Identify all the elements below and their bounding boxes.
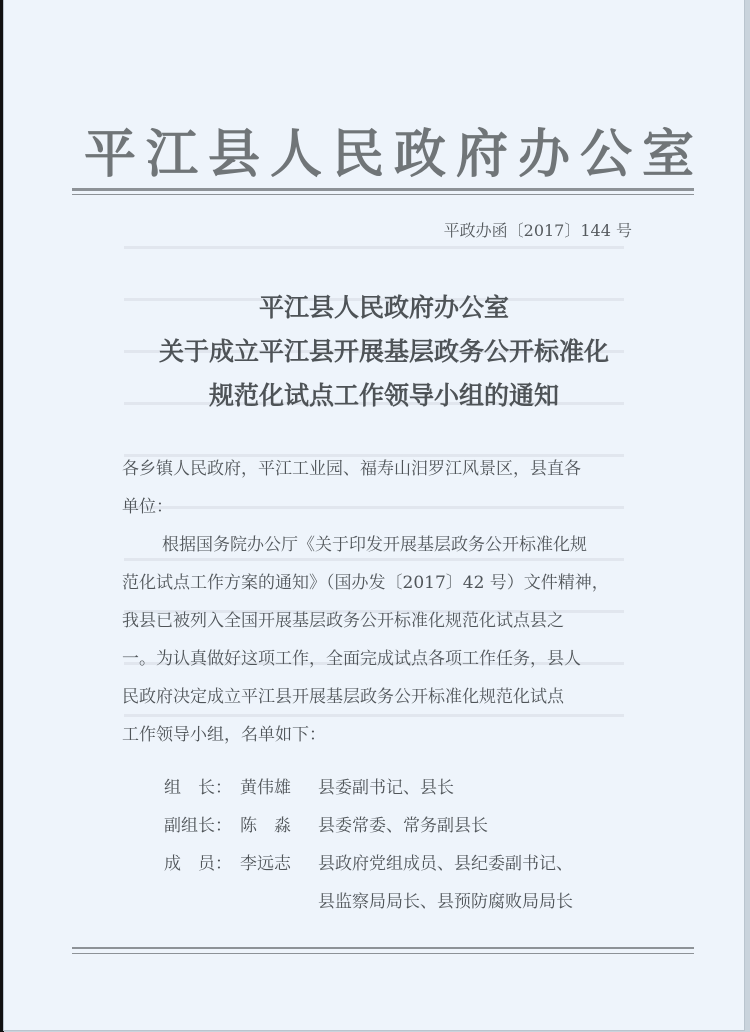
document-page xyxy=(4,0,744,1030)
footer-rule-thick xyxy=(72,947,694,949)
document-number: 平政办函〔2017〕144 号 xyxy=(443,221,632,240)
document-body xyxy=(122,450,662,754)
roster-row-member xyxy=(164,842,573,880)
roster-duty-continuation: 县监察局局长、县预防腐败局局长 xyxy=(318,891,573,912)
roster-role: 组 长： xyxy=(164,777,232,798)
body-line: 范化试点工作方案的通知》（国办发〔2017〕42 号）文件精神， xyxy=(122,573,609,593)
body-line: 工作领导小组，名单如下： xyxy=(122,725,326,745)
roster-duty: 县委常委、常务副县长 xyxy=(318,815,488,836)
footer-rule-thin xyxy=(72,953,694,954)
roster-row-deputy xyxy=(164,804,573,842)
roster-row-leader xyxy=(164,766,573,804)
roster-duty: 县委副书记、县长 xyxy=(318,777,454,798)
body-line: 根据国务院办公厅《关于印发开展基层政务公开标准化规 xyxy=(162,535,587,555)
body-line: 民政府决定成立平江县开展基层政务公开标准化规范化试点 xyxy=(122,687,564,707)
letterhead-rule-thick xyxy=(72,188,694,191)
roster-name: 陈 淼 xyxy=(240,815,291,836)
title-line-1: 平江县人民政府办公室 xyxy=(258,293,509,322)
roster-role: 副组长： xyxy=(164,815,232,836)
document-title xyxy=(64,286,704,418)
roster-name: 黄伟雄 xyxy=(240,777,291,798)
title-line-3: 规范化试点工作领导小组的通知 xyxy=(208,381,559,410)
body-line: 一。为认真做好这项工作，全面完成试点各项工作任务，县人 xyxy=(122,649,581,669)
roster-role: 成 员： xyxy=(164,853,232,874)
body-line: 单位： xyxy=(122,497,173,517)
body-line: 我县已被列入全国开展基层政务公开标准化规范化试点县之 xyxy=(122,611,564,631)
letterhead-rule-thin xyxy=(72,194,694,195)
member-roster xyxy=(164,766,573,918)
body-line: 各乡镇人民政府，平江工业园、福寿山汨罗江风景区，县直各 xyxy=(122,459,581,479)
roster-name: 李远志 xyxy=(240,853,291,874)
letterhead-title: 平江县人民政府办公室 xyxy=(84,124,705,185)
roster-duty: 县政府党组成员、县纪委副书记、 xyxy=(318,853,573,874)
title-line-2: 关于成立平江县开展基层政务公开标准化 xyxy=(158,337,609,366)
